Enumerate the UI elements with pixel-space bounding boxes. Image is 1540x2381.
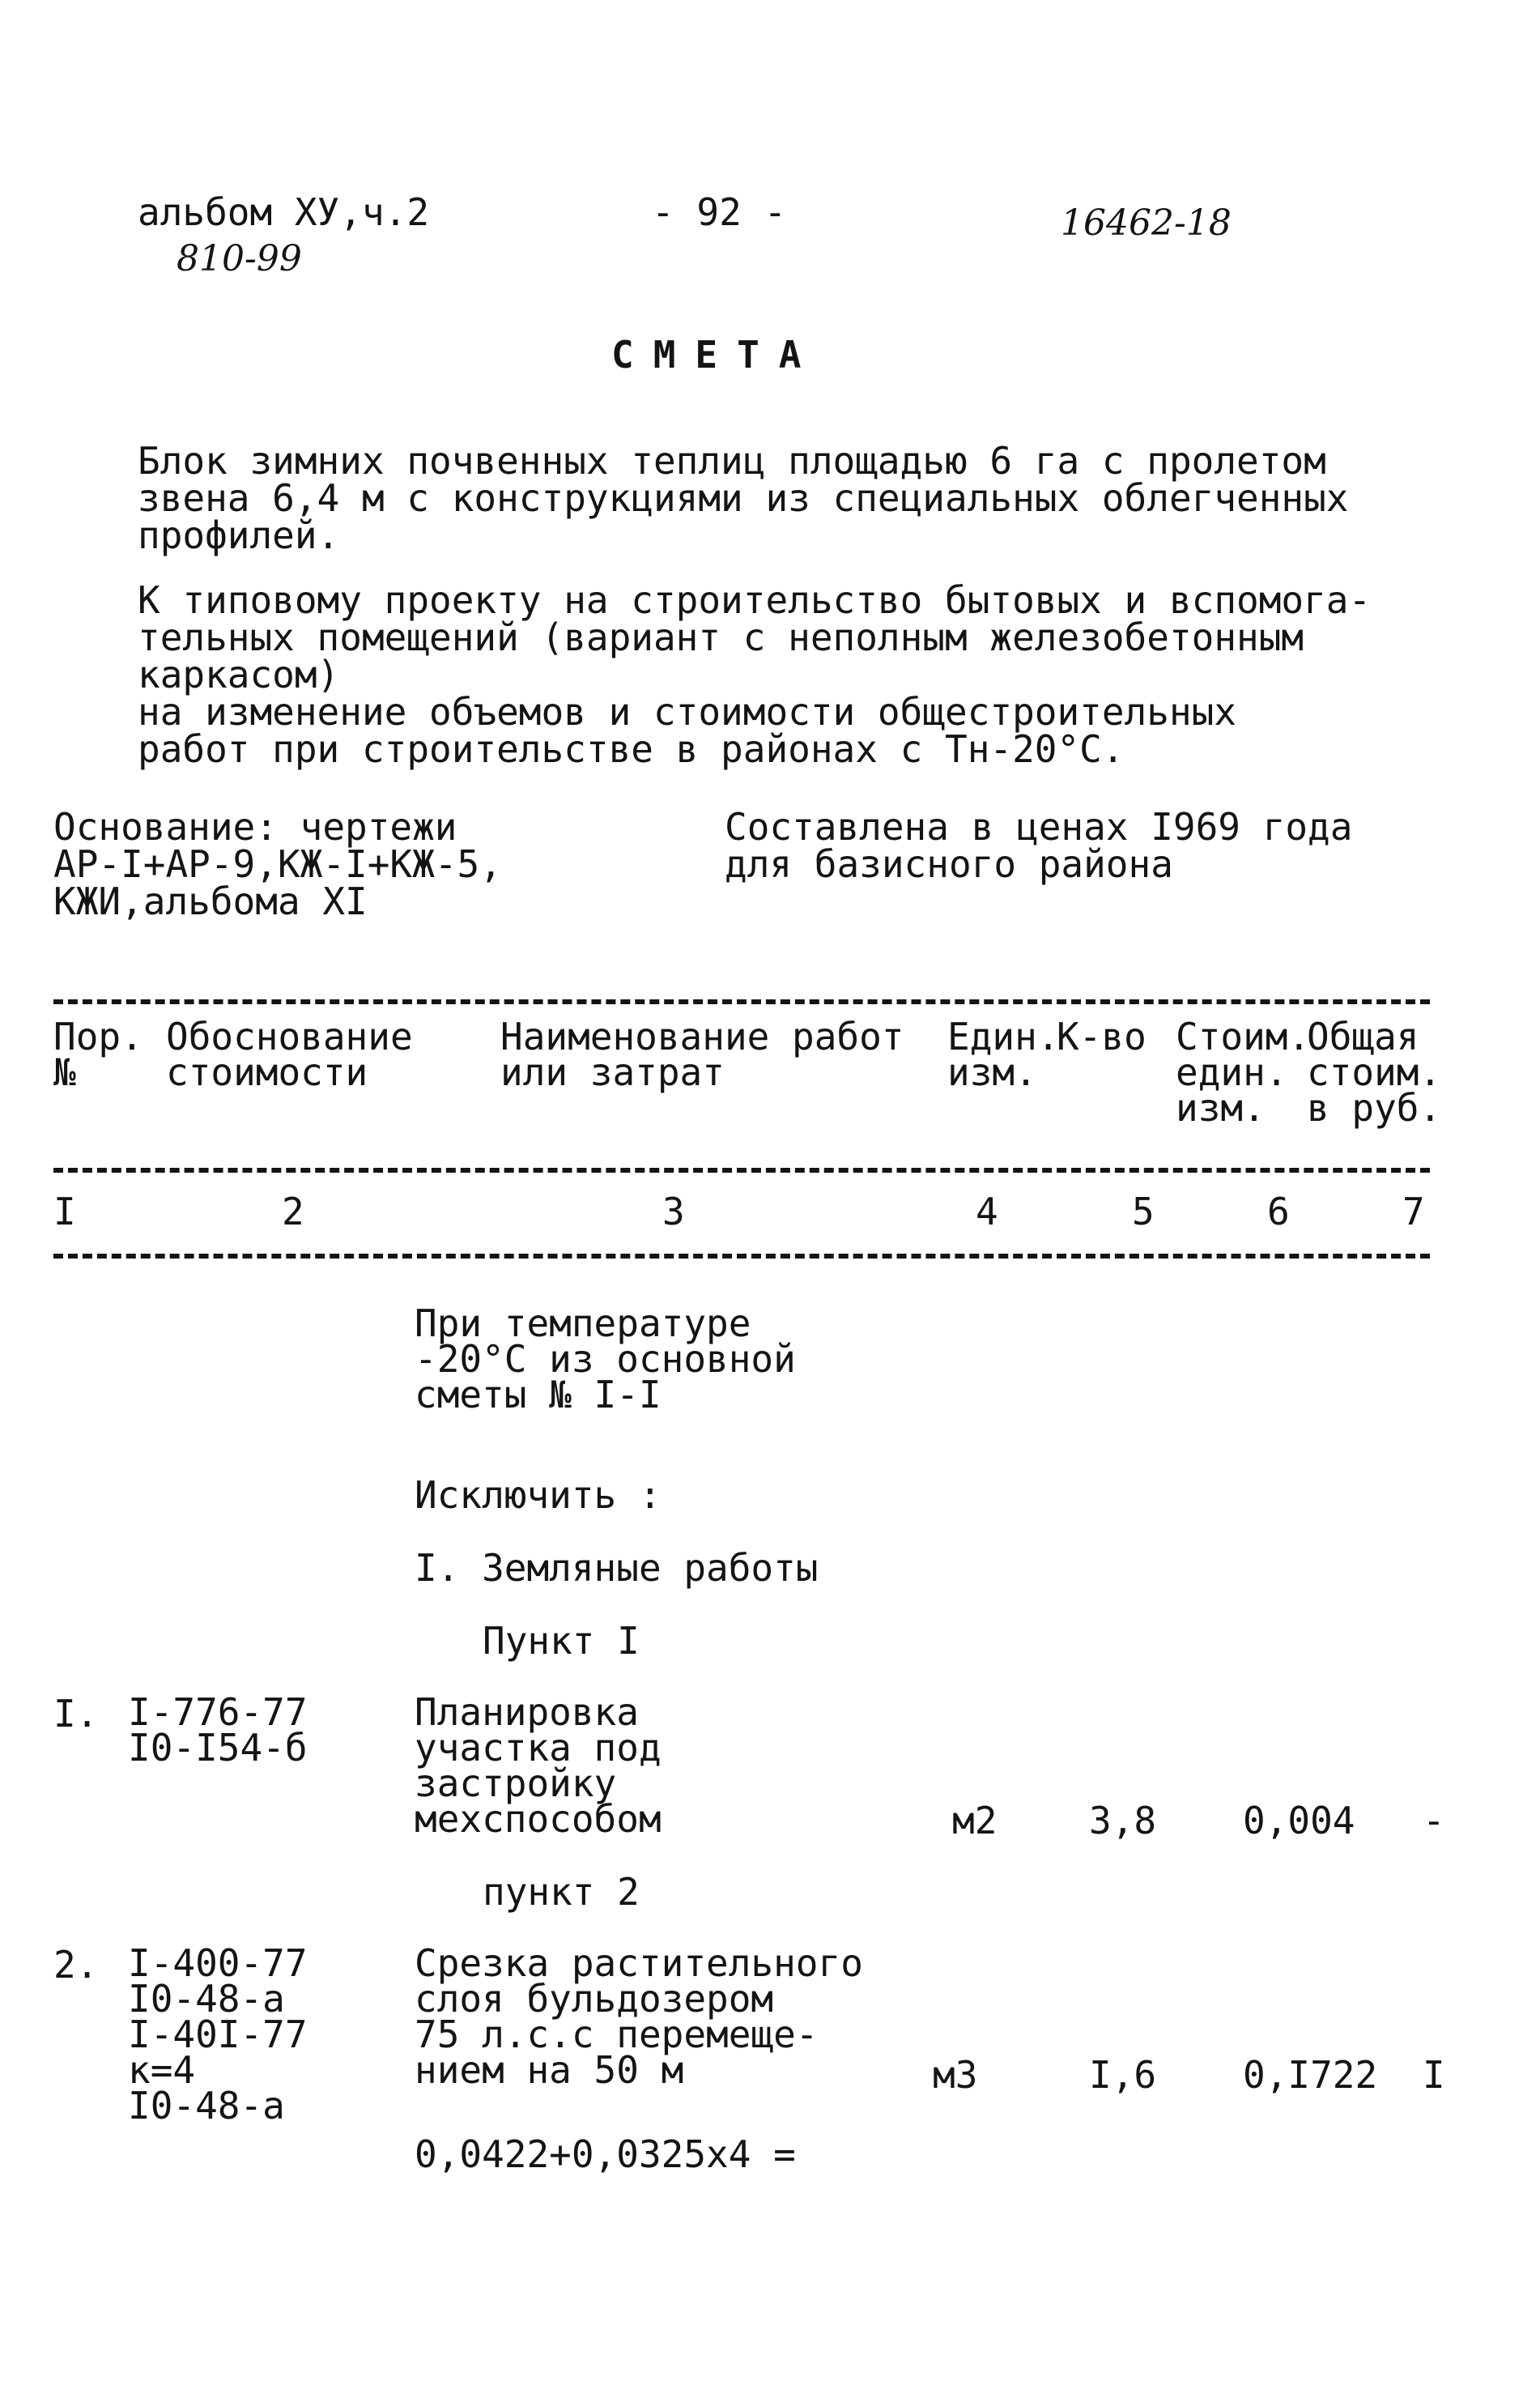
row-cost-basis: I-776-77 I0-I54-б	[128, 1690, 308, 1770]
calculation-formula: 0,0422+0,0325х4 =	[415, 2132, 796, 2176]
row-number: I.	[53, 1692, 99, 1736]
description-paragraph-1: Блок зимних почвенных теплиц площадью 6 га с пролетом звена 6,4 м с конструкциями из специальных облегченных профилей.	[138, 439, 1349, 557]
row-total: -	[1423, 1799, 1445, 1842]
handwritten-code: 810-99	[177, 238, 302, 279]
row-cost-basis: I-400-77 I0-48-а I-40I-77 к=4 I0-48-а	[128, 1941, 308, 2128]
row-work-name: Срезка растительного слоя бульдозером 75 л.с.с перемеще- нием на 50 м	[415, 1941, 863, 2092]
header-total-cost: Общая стоим. в руб.	[1307, 1015, 1442, 1130]
document-title: СМЕТА	[611, 333, 821, 377]
table-top-divider	[53, 999, 1430, 1004]
row-quantity: I,6	[1089, 2053, 1157, 2097]
point-1-label: Пункт I	[483, 1619, 640, 1663]
column-number-2: 2	[282, 1190, 304, 1233]
price-level-note: Составлена в ценах I969 года для базисного района	[725, 805, 1353, 886]
row-unit-cost: 0,004	[1243, 1799, 1355, 1842]
column-number-1: I	[53, 1190, 76, 1233]
album-reference: альбом ХУ,ч.2	[138, 190, 430, 234]
description-paragraph-2: К типовому проекту на строительство бытовых и вспомога- тельных помещений (вариант с неполным железобетонным каркасом) на изменение объемов и стоимости общестроительных работ при строительстве в районах с Тн-20°С.	[138, 578, 1372, 771]
row-total: I	[1423, 2053, 1445, 2097]
header-order-number: Пор. №	[53, 1015, 143, 1094]
header-unit: Един. изм.	[947, 1015, 1060, 1094]
row-number: 2.	[53, 1943, 99, 1987]
row-unit: м2	[952, 1799, 998, 1842]
point-2-label: пункт 2	[483, 1870, 640, 1914]
header-work-name: Наименование работ или затрат	[500, 1015, 904, 1094]
row-quantity: 3,8	[1089, 1799, 1157, 1842]
header-quantity: К-во	[1057, 1015, 1146, 1058]
column-number-7: 7	[1402, 1190, 1425, 1233]
table-numbers-divider	[53, 1254, 1430, 1259]
column-number-4: 4	[976, 1190, 998, 1233]
section-heading: I. Земляные работы	[415, 1546, 819, 1590]
basis-drawings: Основание: чертежи АР-I+АР-9,КЖ-I+КЖ-5, КЖИ,альбома XI	[53, 805, 502, 923]
page-number: - 92 -	[652, 190, 787, 234]
header-unit-cost: Стоим. един. изм.	[1176, 1015, 1311, 1130]
row-work-name: Планировка участка под застройку мехспособом	[415, 1690, 662, 1841]
handwritten-document-number: 16462-18	[1061, 202, 1232, 244]
header-cost-basis: Обоснование стоимости	[166, 1015, 413, 1094]
row-unit-cost: 0,I722	[1243, 2053, 1378, 2097]
column-number-5: 5	[1132, 1190, 1155, 1233]
column-number-6: 6	[1267, 1190, 1290, 1233]
row-unit: м3	[933, 2053, 978, 2097]
exclude-label: Исключить :	[415, 1473, 662, 1517]
temperature-note: При температуре -20°С из основной сметы № I-I	[415, 1301, 796, 1416]
column-number-3: 3	[662, 1190, 685, 1233]
table-header-divider	[53, 1168, 1430, 1173]
